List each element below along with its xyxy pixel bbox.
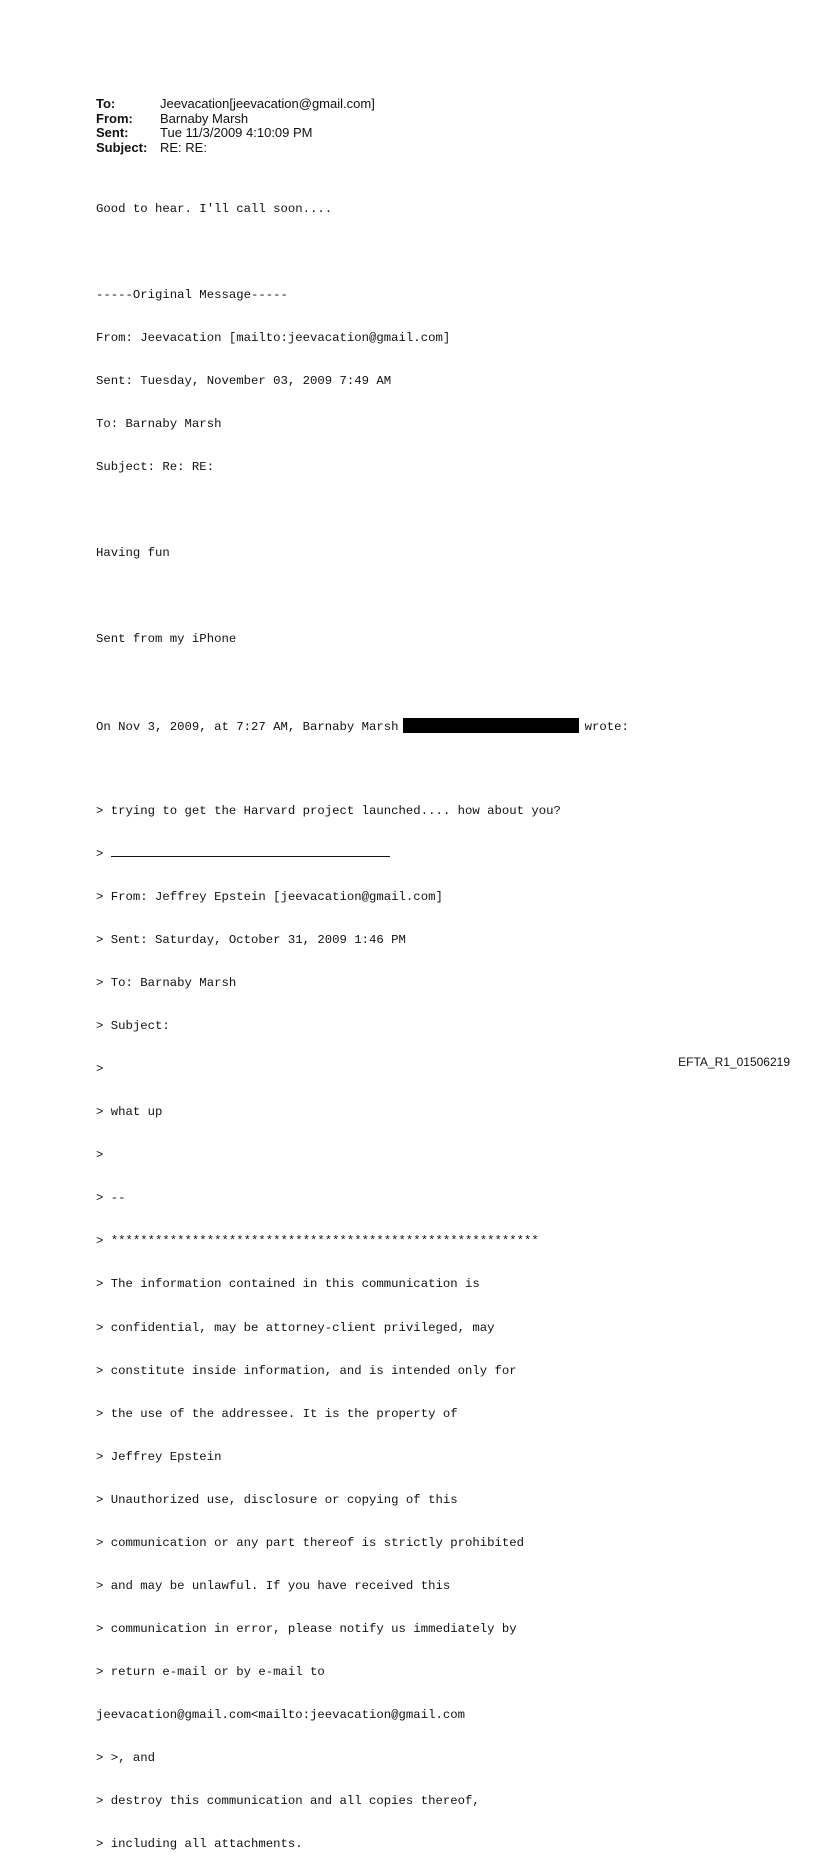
quoted-line: > communication or any part thereof is strictly prohibited bbox=[96, 1535, 525, 1550]
quoted-line: > From: Jeffrey Epstein [jeevacation@gmail.com] bbox=[96, 890, 443, 905]
quoted-line: > Sent: Saturday, October 31, 2009 1:46 PM bbox=[96, 933, 406, 948]
from-value: Barnaby Marsh bbox=[160, 110, 249, 126]
quoted-line: > communication in error, please notify us immediately by bbox=[96, 1621, 517, 1636]
quoted-line: > ********************************************************** bbox=[96, 1234, 539, 1249]
quoted-line: > Subject: bbox=[96, 1019, 170, 1034]
separator-rule bbox=[111, 847, 390, 857]
to-row bbox=[96, 97, 375, 112]
quoted-line: > what up bbox=[96, 1105, 163, 1120]
original-to: To: Barnaby Marsh bbox=[96, 416, 222, 431]
quoted-line: > bbox=[96, 1062, 104, 1077]
sent-from-iphone-text: Sent from my iPhone bbox=[96, 632, 237, 646]
quoted-signature-rule bbox=[96, 847, 756, 861]
subject-label: Subject: bbox=[96, 139, 148, 155]
quote-attribution-suffix: wrote: bbox=[584, 720, 629, 735]
email-body bbox=[96, 173, 756, 1866]
quoted-line: > confidential, may be attorney-client privileged, may bbox=[96, 1320, 495, 1335]
quoted-line: > To: Barnaby Marsh bbox=[96, 976, 237, 991]
original-message-divider: -----Original Message----- bbox=[96, 287, 288, 302]
to-label: To: bbox=[96, 96, 116, 111]
quoted-line: > Unauthorized use, disclosure or copying of this bbox=[96, 1492, 458, 1507]
reply-text: Good to hear. I'll call soon.... bbox=[96, 201, 333, 216]
sent-row bbox=[96, 126, 375, 141]
blank-line bbox=[96, 761, 756, 775]
quoted-line: > >, and bbox=[96, 1750, 156, 1765]
quoted-line: > The information contained in this communication is bbox=[96, 1277, 480, 1292]
quoted-line: > constitute inside information, and is intended only for bbox=[96, 1363, 517, 1378]
quoted-line: > bbox=[96, 1148, 104, 1163]
quoted-line: > including all attachments. bbox=[96, 1836, 303, 1851]
quoted-rule-prefix: > bbox=[96, 847, 111, 862]
blank-line bbox=[96, 503, 756, 517]
redaction-bar bbox=[403, 718, 579, 733]
subject-value: RE: RE: bbox=[160, 139, 207, 155]
original-from: From: Jeevacation [mailto:jeevacation@gmail.com] bbox=[96, 330, 451, 345]
sent-value: Tue 11/3/2009 4:10:09 PM bbox=[160, 125, 313, 140]
subject-row bbox=[96, 141, 375, 156]
email-header bbox=[96, 97, 375, 155]
quoted-line: > trying to get the Harvard project launched.... how about you? bbox=[96, 804, 561, 819]
original-subject: Subject: Re: RE: bbox=[96, 459, 215, 474]
to-value: Jeevacation[jeevacation@gmail.com] bbox=[160, 96, 375, 111]
having-fun-text: Having fun bbox=[96, 545, 170, 560]
quoted-line: > return e-mail or by e-mail to bbox=[96, 1664, 325, 1679]
quote-attribution-prefix: On Nov 3, 2009, at 7:27 AM, Barnaby Marsh bbox=[96, 720, 399, 735]
quoted-line: jeevacation@gmail.com<mailto:jeevacation@gmail.com bbox=[96, 1707, 465, 1722]
from-row bbox=[96, 112, 375, 127]
bates-number: EFTA_R1_01506219 bbox=[678, 1055, 790, 1069]
quoted-line: > and may be unlawful. If you have received this bbox=[96, 1578, 451, 1593]
quoted-line: > -- bbox=[96, 1191, 126, 1206]
original-sent: Sent: Tuesday, November 03, 2009 7:49 AM bbox=[96, 373, 392, 388]
quoted-line: > Jeffrey Epstein bbox=[96, 1449, 222, 1464]
quote-attribution bbox=[96, 718, 756, 735]
quoted-line: > destroy this communication and all copies thereof, bbox=[96, 1793, 480, 1808]
sent-label: Sent: bbox=[96, 125, 129, 140]
blank-line bbox=[96, 245, 756, 259]
blank-line bbox=[96, 675, 756, 689]
quoted-line: > the use of the addressee. It is the property of bbox=[96, 1406, 458, 1421]
from-label: From: bbox=[96, 110, 133, 126]
blank-line bbox=[96, 589, 756, 603]
